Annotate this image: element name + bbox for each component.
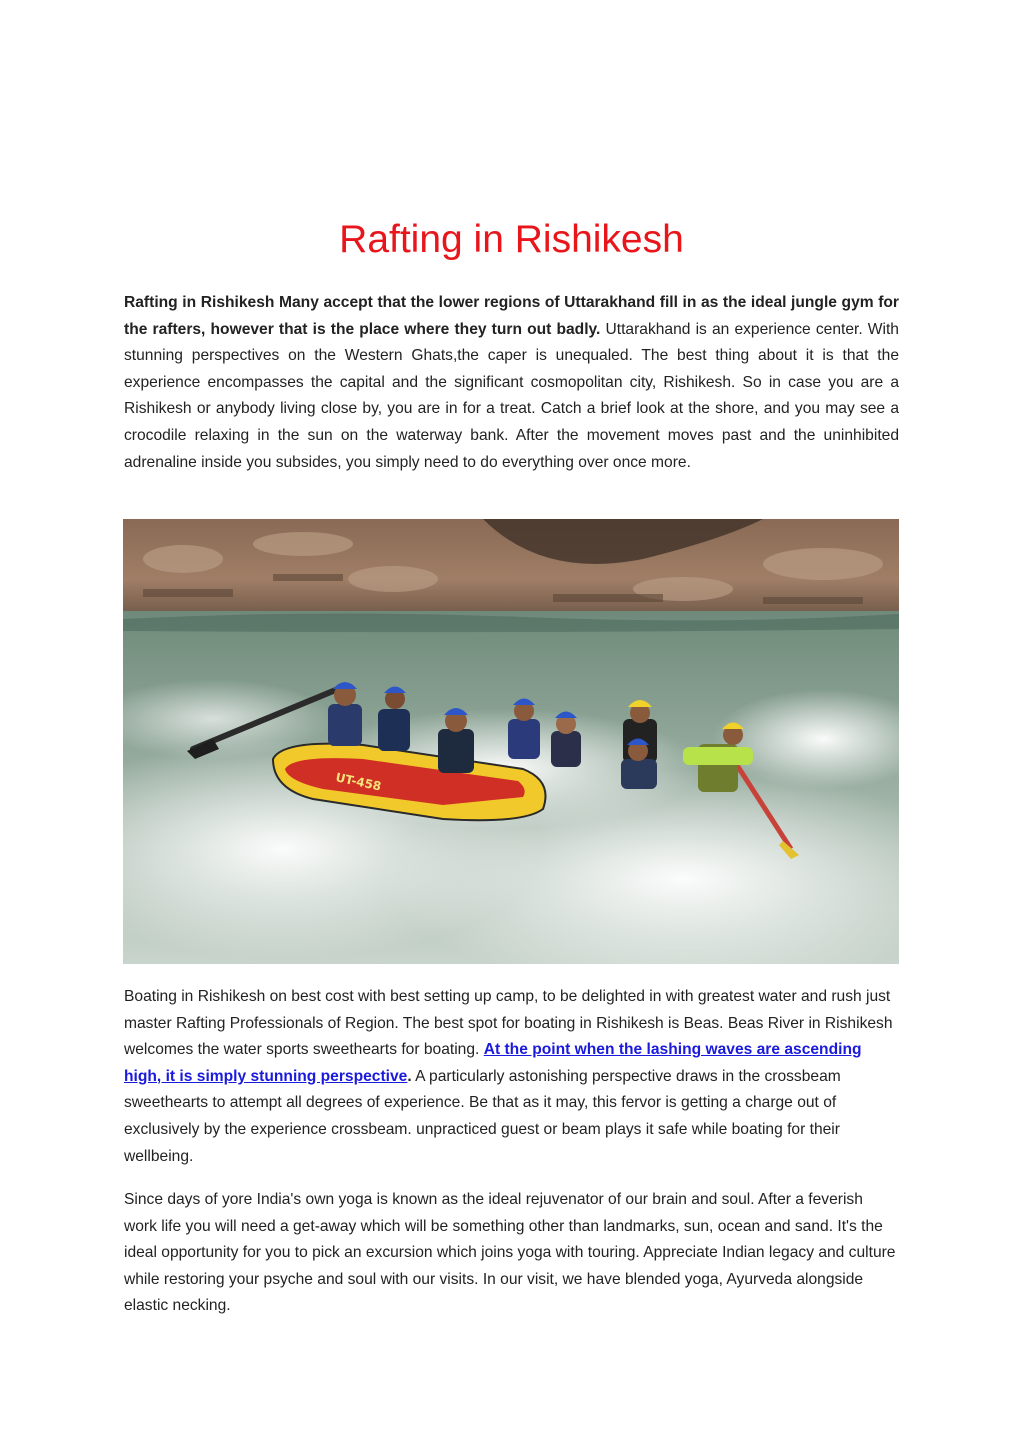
- intro-paragraph: [124, 290, 899, 476]
- page-title: Rafting in Rishikesh: [339, 218, 684, 261]
- boating-paragraph: [124, 984, 899, 1170]
- boating-text-after-link: A particularly astonishing perspective draws in the crossbeam sweethearts to attempt all degrees of experience. Be that as it may, this fervor is getting a charge out of exclusively by the experience crossbeam. unpracticed guest or beam plays it safe while boating for their wellbeing.: [124, 1067, 841, 1165]
- boating-text-before-link: Boating in Rishikesh on best cost with best setting up camp, to be delighted in with greatest water and rush just master Rafting Professionals of Region. The best spot for boating in Rishikesh is Beas. Beas River in Rishikesh welcomes the water sports sweethearts for boating.: [124, 988, 893, 1059]
- rafting-photo: [123, 519, 899, 964]
- waves-perspective-link[interactable]: At the point when the lashing waves are ascending high, it is simply stunning perspective: [124, 1041, 862, 1085]
- raft-label: UT-458: [334, 770, 383, 794]
- yoga-paragraph: Since days of yore India's own yoga is known as the ideal rejuvenator of our brain and soul. After a feverish work life you will need a get-away which will be something other than landmarks, sun, ocean and sand. It's the ideal opportunity for you to pick an excursion which joins yoga with touring. Appreciate Indian legacy and culture while restoring your psyche and soul with our visits. In our visit, we have blended yoga, Ayurveda alongside elastic necking.: [124, 1191, 896, 1315]
- intro-bold-text: Rafting in Rishikesh Many accept that the lower regions of Uttarakhand fill in as the ideal jungle gym for the rafters, however that is the place where they turn out badly.: [124, 294, 899, 338]
- intro-body-text: Uttarakhand is an experience center. With stunning perspectives on the Western Ghats,the caper is unequaled. The best thing about it is that the experience encompasses the capital and the significant cosmopolitan city, Rishikesh. So in case you are a Rishikesh or anybody living close by, you are in for a treat. Catch a brief look at the shore, and you may see a crocodile relaxing in the sun on the waterway bank. After the movement moves past and the uninhibited adrenaline inside you subsides, you simply need to do everything over once more.: [124, 320, 899, 471]
- link-period: .: [407, 1067, 412, 1085]
